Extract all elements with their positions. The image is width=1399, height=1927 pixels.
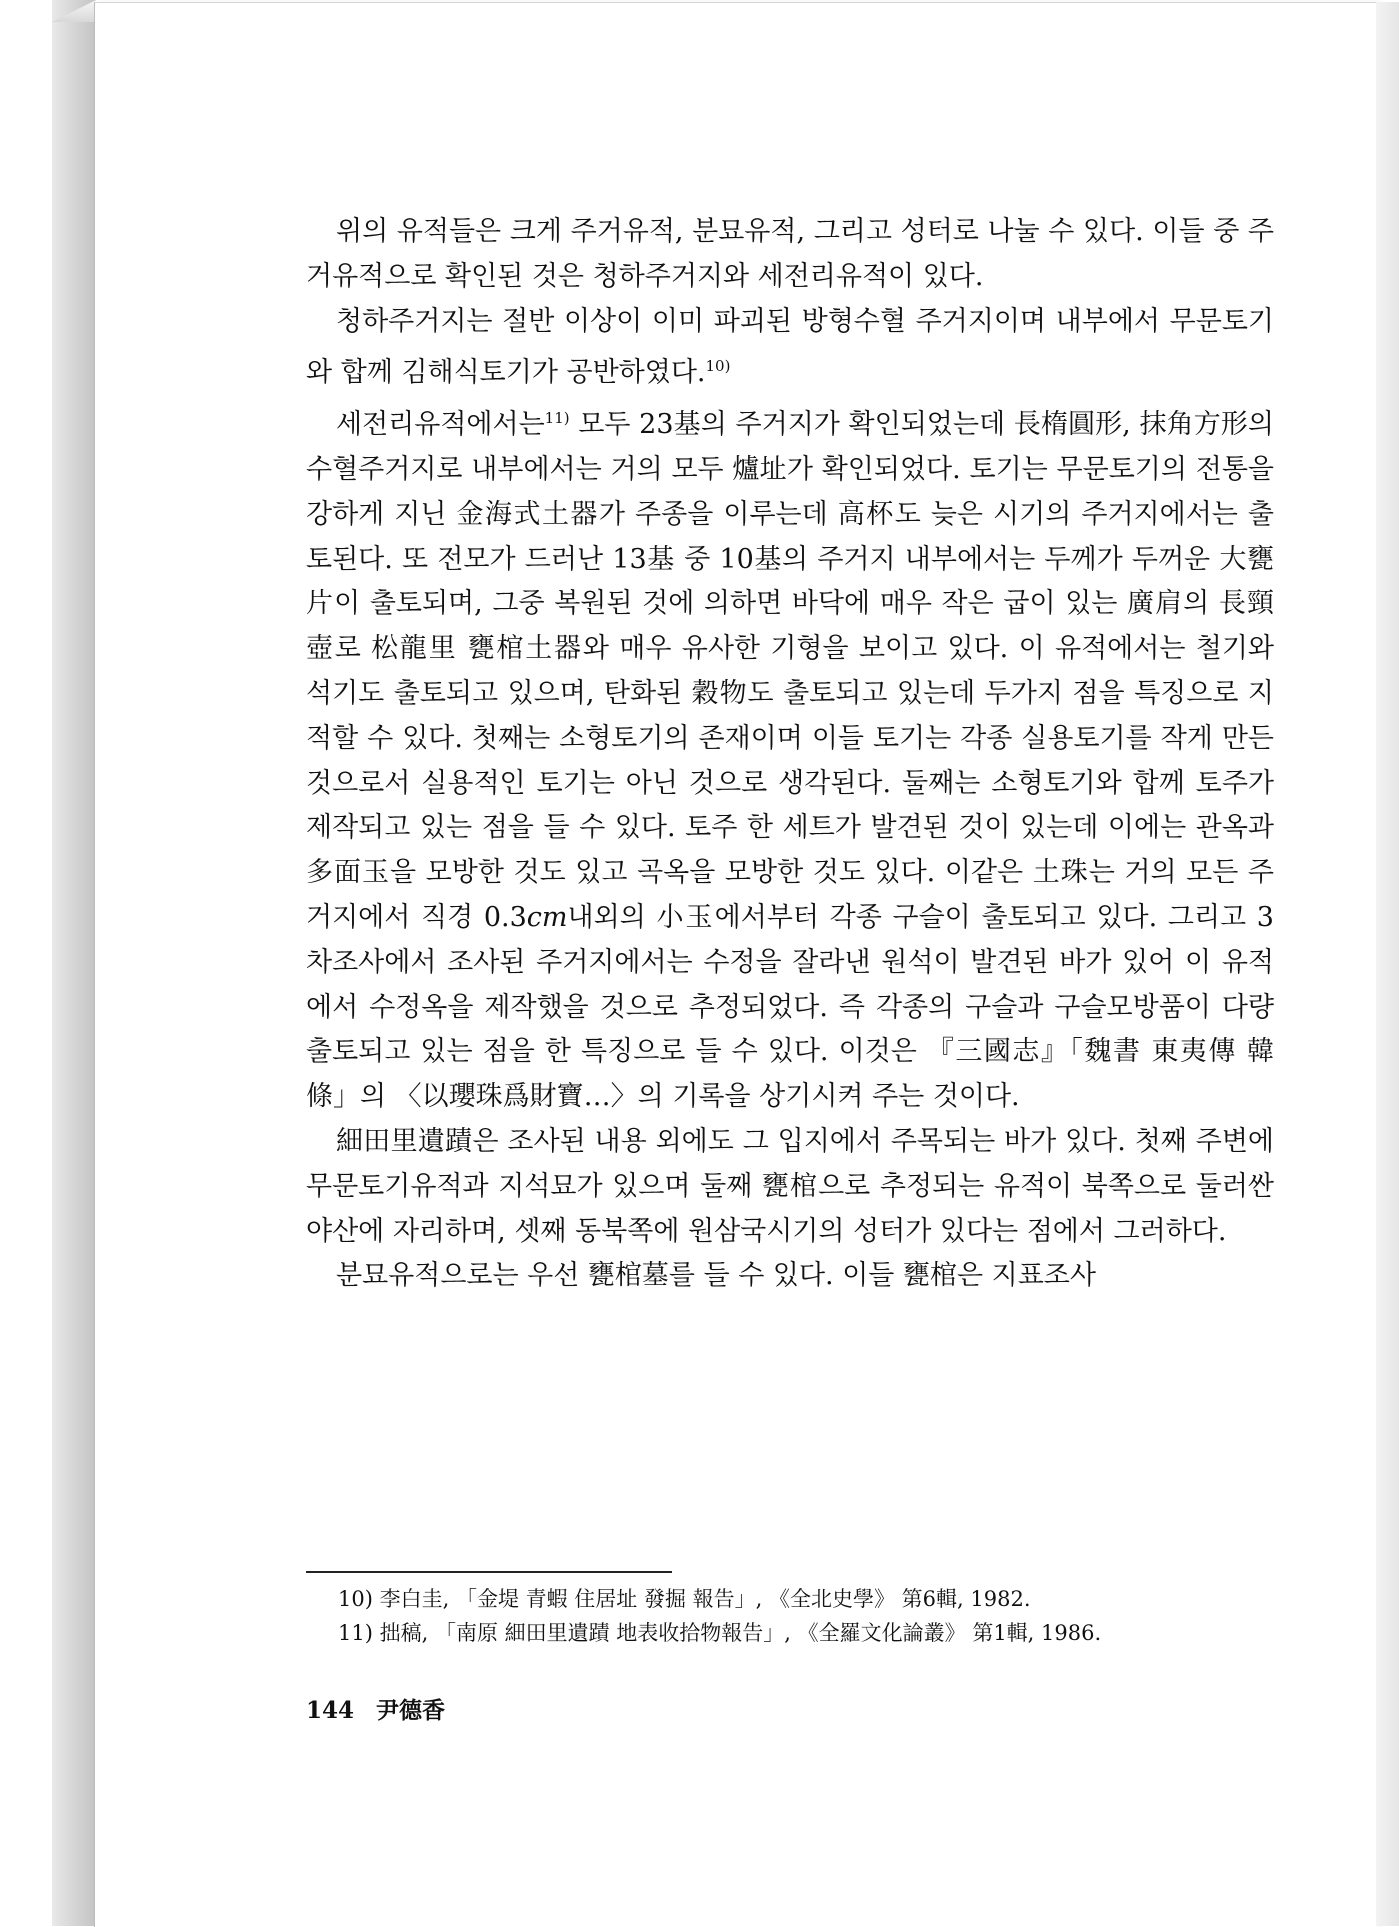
paragraph-5 xyxy=(306,1254,1274,1299)
footnotes xyxy=(338,1582,1268,1650)
paragraph-2 xyxy=(306,300,1274,397)
footnote-ref-11: 11) xyxy=(544,409,570,428)
book-spine xyxy=(52,0,96,1926)
unit-cm: cm xyxy=(526,901,568,933)
paragraph-1-text: 위의 유적들은 크게 주거유적, 분묘유적, 그리고 성터로 나눌 수 있다. 이들 중 주거유적으로 확인된 것은 청하주거지와 세전리유적이 있다. xyxy=(306,216,1274,292)
paragraph-3 xyxy=(306,396,1274,1120)
footnote-ref-10: 10) xyxy=(705,357,731,376)
paragraph-4-text: 細田里遺蹟은 조사된 내용 외에도 그 입지에서 주목되는 바가 있다. 첫째 주변에 무문토기유적과 지석묘가 있으며 둘째 甕棺으로 추정되는 유적이 북쪽으로 둘러싼 야산에 자리하며, 셋째 동북쪽에 원삼국시기의 성터가 있다는 점에서 그러하다. xyxy=(306,1125,1274,1247)
paragraph-4 xyxy=(306,1120,1274,1254)
paragraph-3-tail: 내외의 小玉에서부터 각종 구슬이 출토되고 있다. 그리고 3차조사에서 조사된 주거지에서는 수정을 잘라낸 원석이 발견된 바가 있어 이 유적에서 수정옥을 제작했을 것으로 추정되었다. 즉 각종의 구슬과 구슬모방품이 다량 출토되고 있는 점을 한 특징으로 들 수 있다. 이것은 『三國志』「魏書 東夷傳 韓條」의 〈以瓔珠爲財寶…〉의 기록을 상기시켜 주는 것이다. xyxy=(306,901,1274,1113)
paragraph-2-text: 청하주거지는 절반 이상이 이미 파괴된 방형수혈 주거지이며 내부에서 무문토기와 합께 김해식토기가 공반하였다. xyxy=(306,305,1274,389)
page-number: 144 xyxy=(306,1697,355,1724)
footnote-10: 10) 李白圭, 「金堤 青蝦 住居址 發掘 報告」, 《全北史學》 第6輯, 1982. xyxy=(338,1587,1031,1611)
paragraph-1 xyxy=(306,210,1274,300)
footnote-divider xyxy=(306,1571,672,1573)
paragraph-3-body: 모두 23基의 주거지가 확인되었는데 長楕圓形, 抹角方形의 수혈주거지로 내부에서는 거의 모두 爐址가 확인되었다. 토기는 무문토기의 전통을 강하게 지닌 金海式土器가 주종을 이루는데 高杯도 늦은 시기의 주거지에서는 출토된다. 또 전모가 드러난 13基 중 10基의 주거지 내부에서는 두께가 두꺼운 大甕片이 출토되며, 그중 복원된 것에 의하면 바닥에 매우 작은 굽이 있는 廣肩의 長頸壺로 松龍里 甕棺土器와 매우 유사한 기형을 보이고 있다. 이 유적에서는 철기와 석기도 출토되고 있으며, 탄화된 穀物도 출토되고 있는데 두가지 점을 특징으로 지적할 수 있다. 첫째는 소형토기의 존재이며 이들 토기는 각종 실용토기를 작게 만든 것으로서 실용적인 토기는 아닌 것으로 생각된다. 둘째는 소형토기와 합께 토주가 제작되고 있는 점을 들 수 있다. 토주 한 세트가 발견된 것이 있는데 이에는 관옥과 多面玉을 모방한 것도 있고 곡옥을 모방한 것도 있다. 이같은 土珠는 거의 모든 주거지에서 직경 0.3 xyxy=(306,409,1274,933)
paragraph-3-lead: 세전리유적에서는 xyxy=(336,409,545,441)
body-text xyxy=(306,210,1274,1299)
author-name: 尹德香 xyxy=(376,1697,446,1724)
footnote-11: 11) 拙稿, 「南原 細田里遺蹟 地表收拾物報告」, 《全羅文化論叢》 第1輯, 1986. xyxy=(338,1621,1102,1645)
page-edge xyxy=(1376,2,1399,1926)
page-folio xyxy=(306,1692,467,1725)
paragraph-5-text: 분묘유적으로는 우선 甕棺墓를 들 수 있다. 이들 甕棺은 지표조사 xyxy=(336,1260,1096,1292)
